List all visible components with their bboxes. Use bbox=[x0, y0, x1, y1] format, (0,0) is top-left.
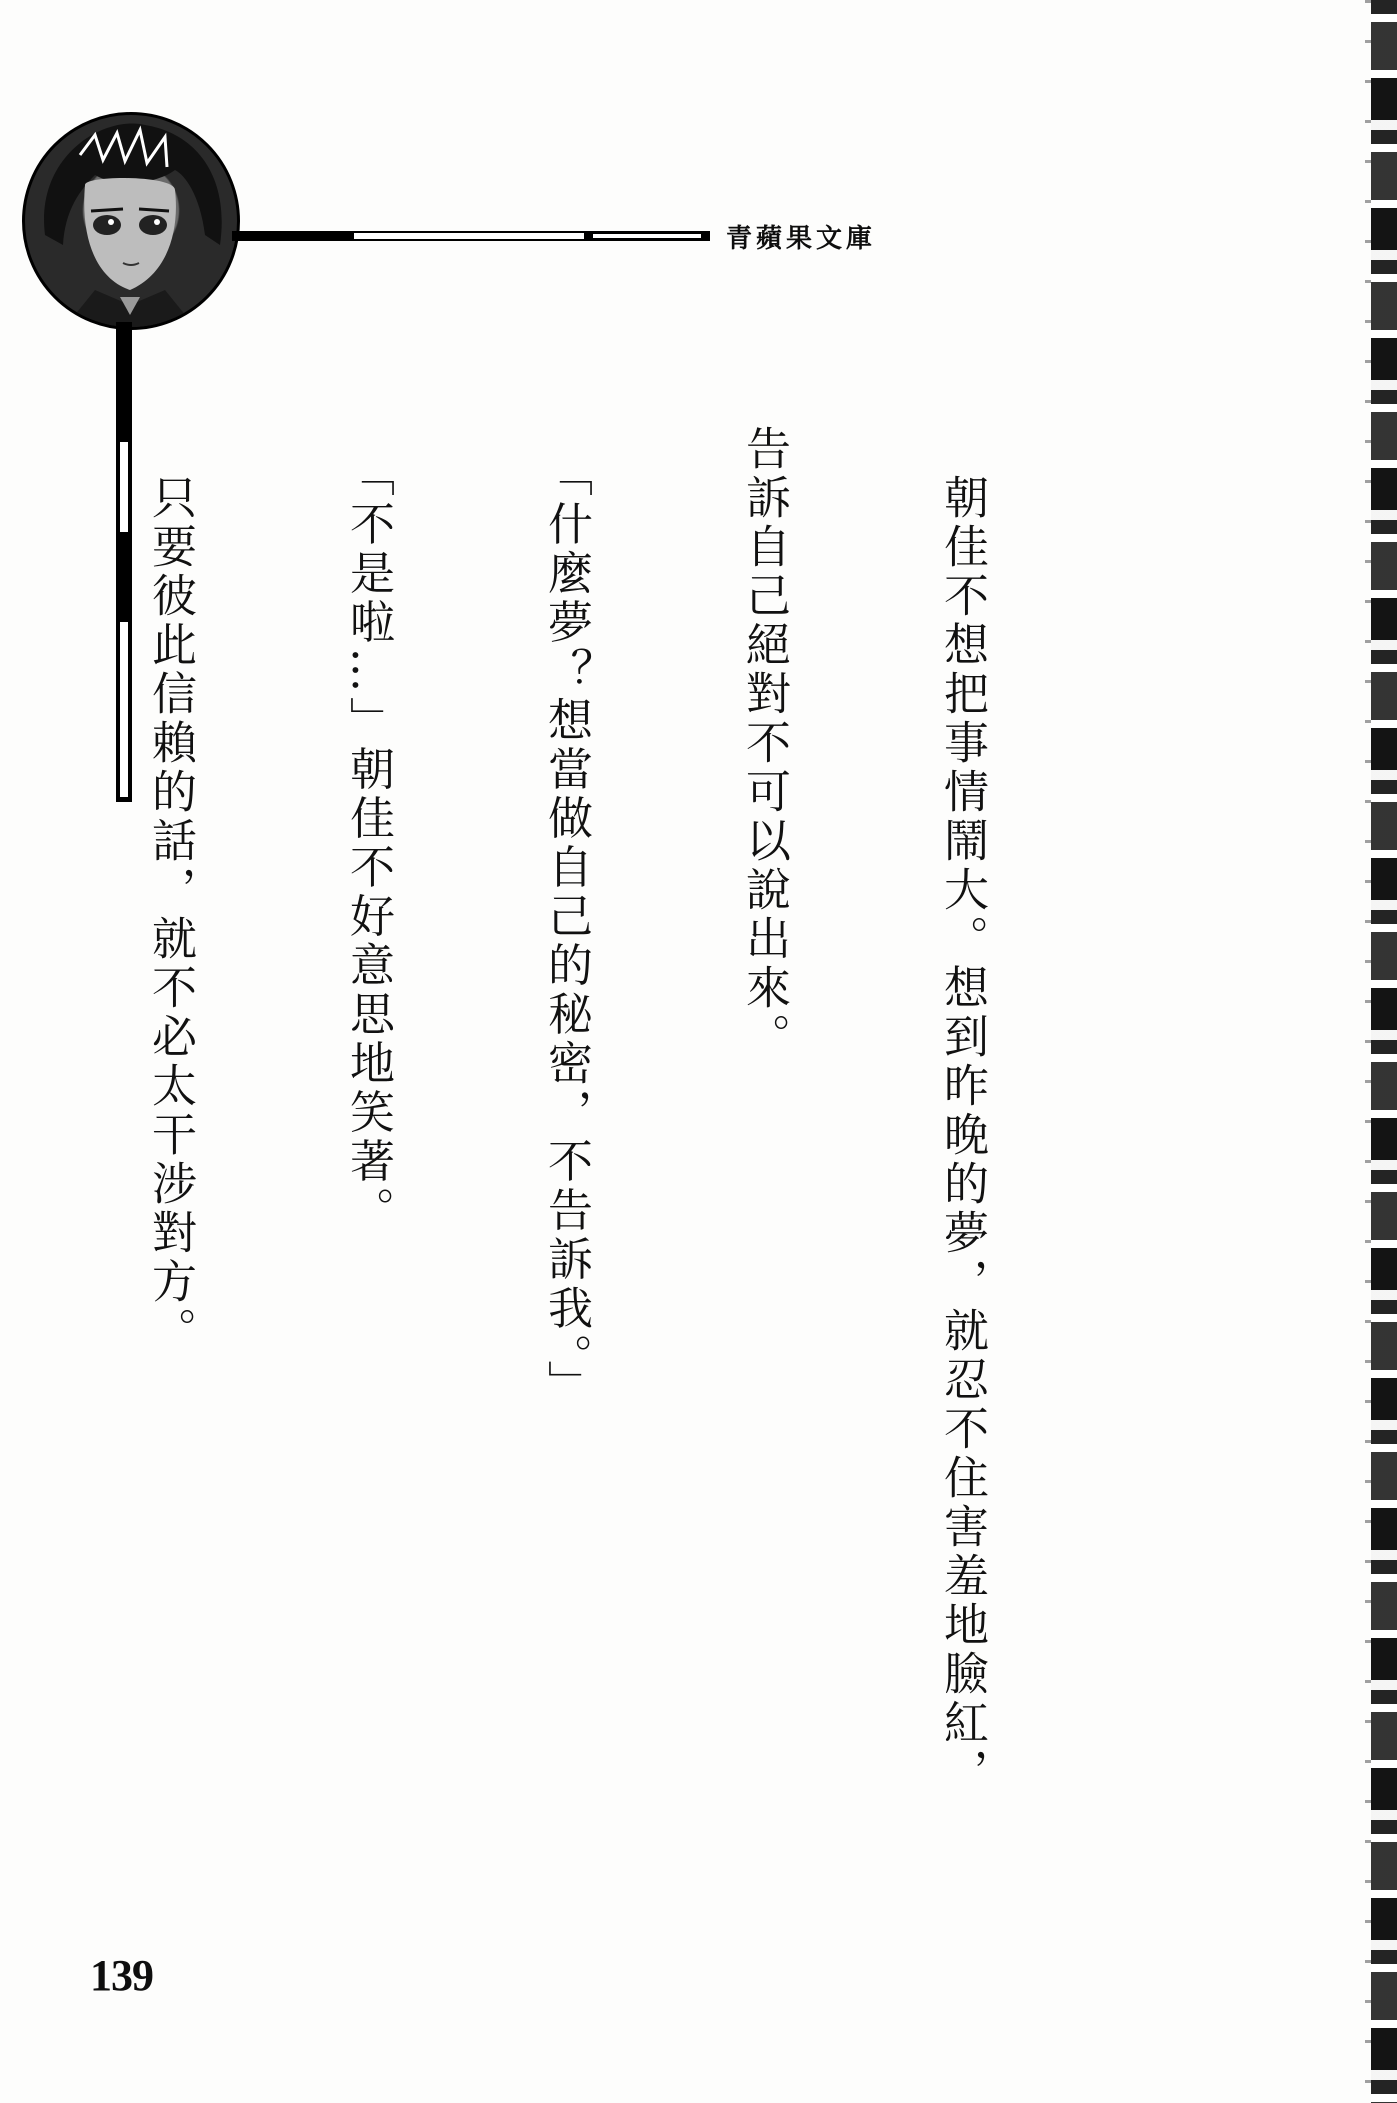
text-line: 朝佳不想把事情鬧大。想到昨晚的夢，就忍不住害羞地臉紅， bbox=[936, 425, 989, 1797]
series-title: 青蘋果文庫 bbox=[726, 224, 877, 254]
page-number: 139 bbox=[90, 1951, 153, 2000]
text-line: 告訴自己絕對不可以說出來。 bbox=[738, 425, 791, 1062]
text-line bbox=[0, 425, 5, 1945]
scan-edge-noise bbox=[1371, 0, 1397, 2103]
header-rule bbox=[232, 229, 710, 243]
text-line: 「不是啦…」朝佳不好意思地笑著。 bbox=[342, 425, 395, 1236]
scan-edge-shadow bbox=[1365, 0, 1371, 2103]
portrait-illustration bbox=[25, 115, 237, 327]
text-line: 「什麼夢？想當做自己的秘密，不告訴我。」 bbox=[540, 425, 593, 1409]
story-text bbox=[0, 425, 1127, 1945]
text-line: 只要彼此信賴的話，就不必太干涉對方。 bbox=[144, 425, 197, 1356]
character-portrait bbox=[22, 112, 240, 330]
